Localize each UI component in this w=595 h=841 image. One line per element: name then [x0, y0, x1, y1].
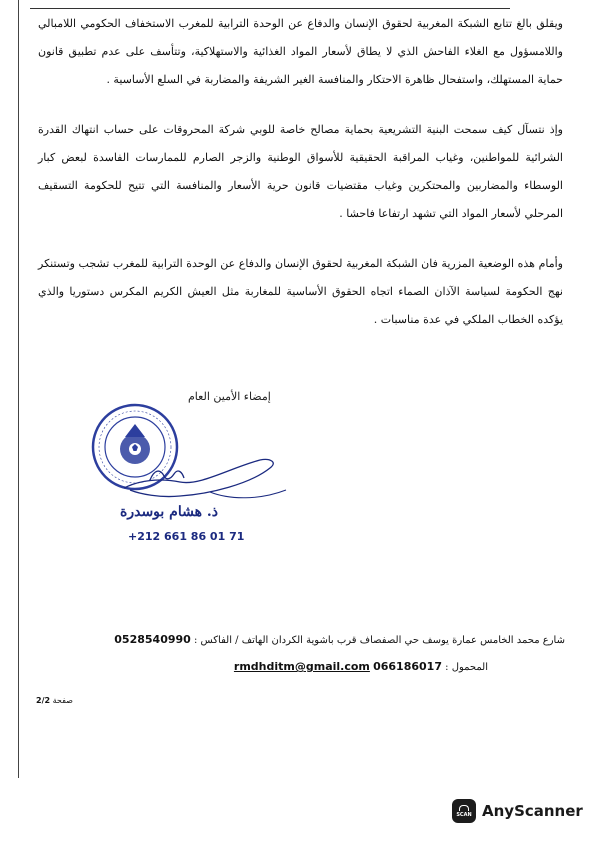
email-link[interactable]: rmdhditm@gmail.com [233, 660, 370, 673]
footer-mobile-line [100, 660, 488, 673]
top-rule [30, 8, 510, 9]
footer-address [100, 633, 565, 646]
left-margin-rule [18, 0, 19, 778]
signatory-phone: +212 661 86 01 71 [128, 530, 245, 543]
anyscanner-watermark [452, 798, 583, 824]
signature-block [90, 390, 290, 560]
phone-fax-number: 0528540990 [114, 633, 191, 646]
mobile-label: المحمول : [445, 662, 488, 673]
page-number [36, 696, 73, 705]
app-name: AnyScanner [482, 802, 583, 820]
signatory-name: ذ. هشام بوسدرة [120, 504, 218, 520]
signature-title: إمضاء الأمين العام [188, 390, 271, 403]
scanner-app-icon [452, 799, 476, 823]
address-text: شارع محمد الخامس عمارة يوسف حي الصفصاف قرب باشوية الكردان الهاتف / الفاكس : [194, 635, 565, 646]
mobile-number: 066186017 [373, 660, 442, 673]
page-number-value: 2/2 [36, 696, 51, 705]
page-label: صفحة [52, 696, 73, 705]
app-icon-label: SCAN [456, 811, 472, 818]
letter-paragraph-1: ويقلق بالغ تتابع الشبكة المغربية لحقوق الإنسان والدفاع عن الوحدة الترابية للمغرب الاستخفاف الحكومي اللامبالي واللامسؤول مع الغلاء الفاحش الذي لا يطاق لأسعار المواد الغذائية والاستهلاكية، وتتأسف على عدم تطبيق قانون حماية المستهلك، واستفحال ظاهرة الاحتكار والمنافسة الغير الشريفة والمضاربة في السلع الأساسية . [38, 17, 563, 86]
letter-paragraph-2: وإذ نتسآل كيف سمحت البنية التشريعية بحماية مصالح خاصة للوبي شركة المحروقات على حساب انتهاك القدرة الشرائية للمواطنين، وغياب المراقبة الحقيقية للأسواق الوطنية والزجر الصارم للممارسات الفاسدة لبعض كبار الوسطاء والمضاربين والمحتكرين وغياب مقتضيات قانون حرية الأسعار والمنافسة التي تتيح للحكومة التسقيف المرحلي لأسعار المواد التي تشهد ارتفاعا فاحشا . [38, 123, 563, 220]
letter-paragraph-3: وأمام هذه الوضعية المزرية فان الشبكة المغربية لحقوق الإنسان والدفاع عن الوحدة الترابية للمغرب تشجب وتستنكر نهج الحكومة لسياسة الآذان الصماء اتجاه الحقوق الأساسية للمغاربة مثل العيش الكريم المكرس دستوريا والذي يؤكده الخطاب الملكي في عدة مناسبات . [38, 257, 563, 326]
handwritten-signature [120, 450, 290, 510]
